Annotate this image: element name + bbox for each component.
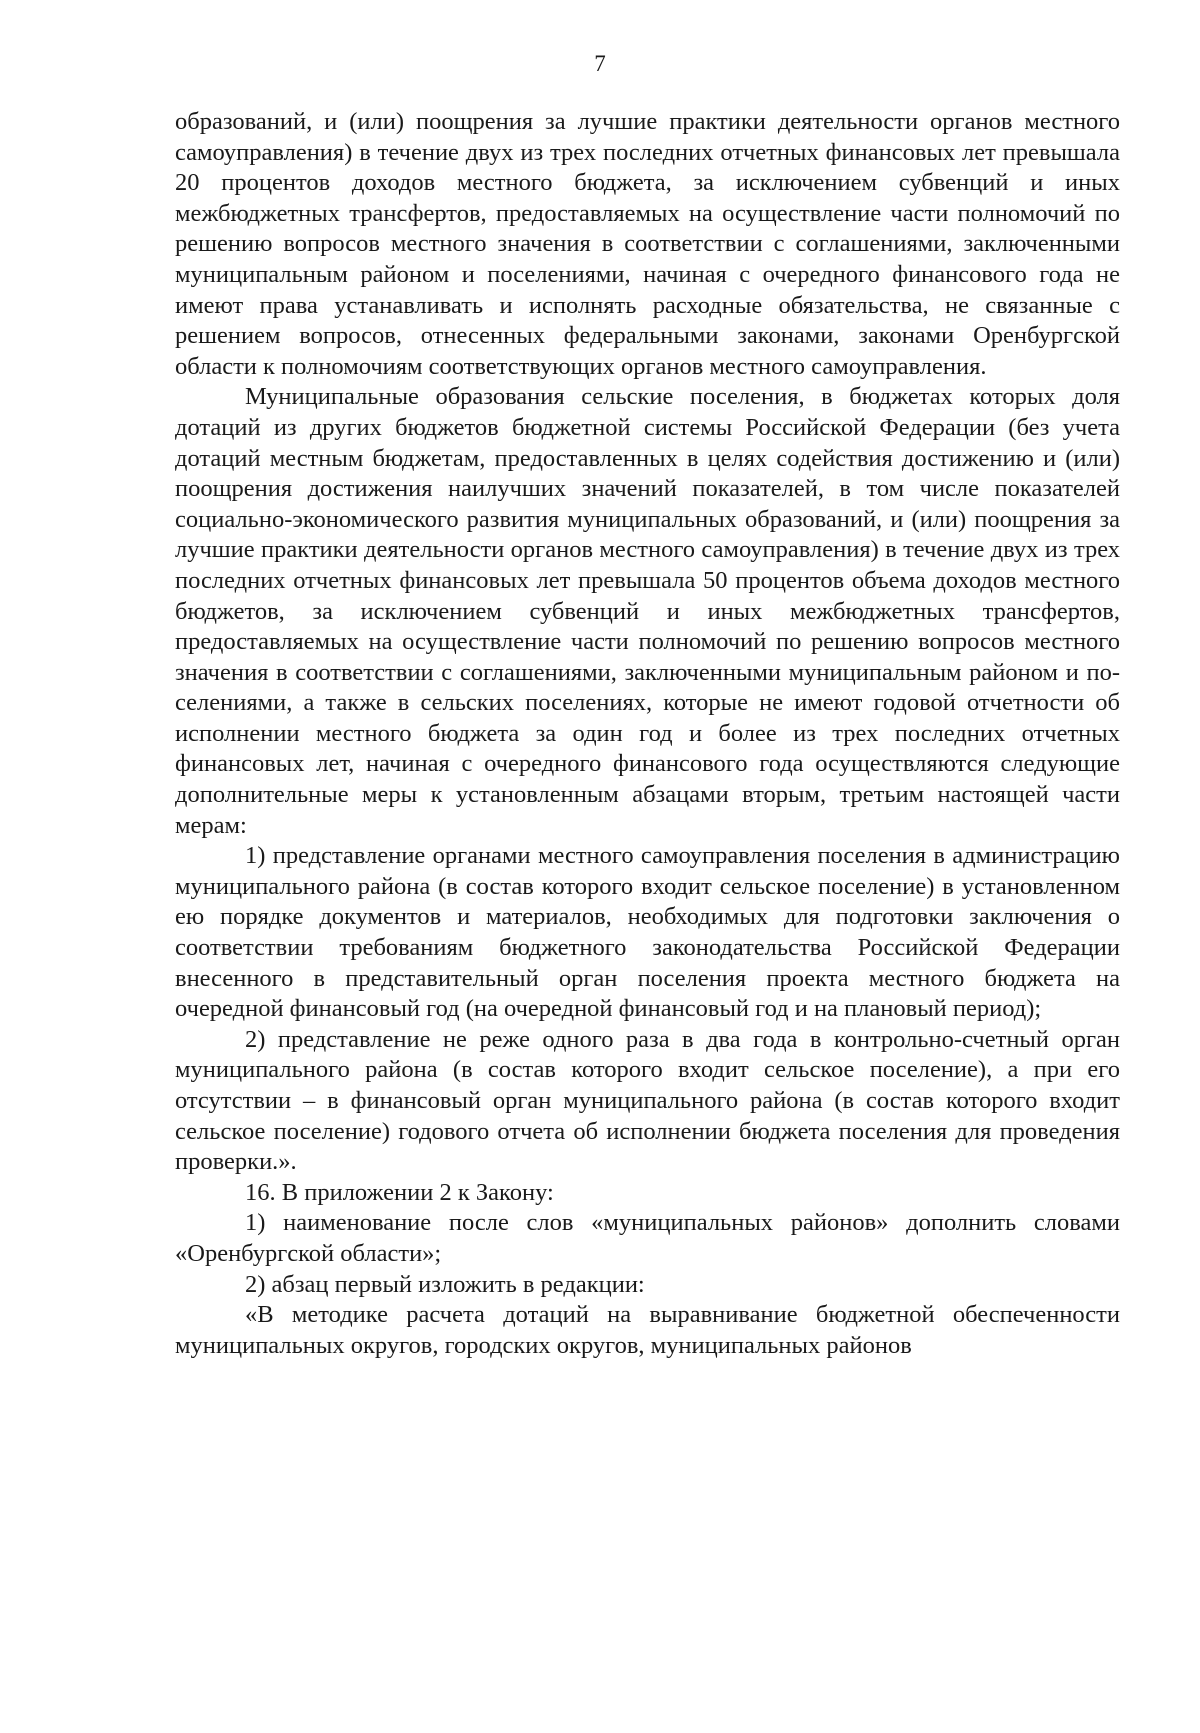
paragraph-rural-settlements: Муниципальные образования сельские поселения, в бюджетах которых доля дотаций из других бюджетов бюджетной системы Российской Федерации (без учета дотаций местным бюджетам, предоставленных в целях содействия достижению и (или) поощрения достижения наилучших значений показателей, в том числе показателей социально-экономического развития муниципальных образований, и (или) поощрения за лучшие практики деятельности органов местного самоуправления) в течение двух из трех последних отчетных финансовых лет превышала 50 процентов объема доходов местного бюджетов, за исключением субвенций и иных межбюджетных трансфертов, предоставляемых на осуществление части полномочий по решению вопросов местного значения в соответствии с соглашениями, заключенными муниципальным районом и поселениями, а также в сельских поселениях, которые не имеют годовой отчетности об исполнении местного бюджета за один год и более из трех последних отчетных финансовых лет, начиная с очередного финансового года осуществляются следующие дополнительные меры к установленным абзацами вторым, третьим настоящей части мерам: bbox=[175, 383, 1120, 839]
page-number: 7 bbox=[594, 51, 606, 76]
document-body bbox=[175, 107, 1120, 1361]
list-item-1-budget-documents: 1) представление органами местного самоуправления поселения в администрацию муниципального района (в состав которого входит сельское поселение) в установленном ею порядке документов и материалов, необходимых для подготовки заключения о соответствии требованиям бюджетного законодательства Российской Федерации внесенного в представительный орган поселения проекта местного бюджета на очередной финансовый год (на очередной финансовый год и на плановый период); bbox=[175, 842, 1120, 1023]
section-16-heading: 16. В приложении 2 к Закону: bbox=[245, 1178, 554, 1206]
list-item-1-name-amendment: 1) наименование после слов «муниципальных районов» дополнить словами «Оренбургской области»; bbox=[175, 1209, 1120, 1267]
paragraph-methodology-quote: «В методике расчета дотаций на выравнивание бюджетной обеспеченности муниципальных округов, городских округов, муниципальных районов bbox=[175, 1301, 1120, 1359]
list-item-2-annual-report: 2) представление не реже одного раза в два года в контрольно-счетный орган муниципального района (в состав которого входит сельское поселение), а при его отсутствии – в финансовый орган муниципального района (в состав которого входит сельское поселение) годового отчета об исполнении бюджета поселения для проведения проверки.». bbox=[175, 1025, 1120, 1176]
list-item-2-first-paragraph: 2) абзац первый изложить в редакции: bbox=[245, 1270, 645, 1298]
paragraph-continuation: образований, и (или) поощрения за лучшие практики деятельности органов местного самоуправления) в течение двух из трех последних отчетных финансовых лет превышала 20 процентов доходов местного бюджета, за исключением субвенций и иных межбюджетных трансфертов, предоставляемых на осуществление части полномочий по решению вопросов местного значения в соответствии с соглашениями, заключенными муниципальным районом и поселениями, начиная с очередного финансового года не имеют права устанавливать и исполнять расходные обязательства, не связанные с решением вопросов, отнесенных федеральными законами, законами Оренбургской области к полномочиям соответствующих органов местного самоуправления. bbox=[175, 108, 1120, 380]
